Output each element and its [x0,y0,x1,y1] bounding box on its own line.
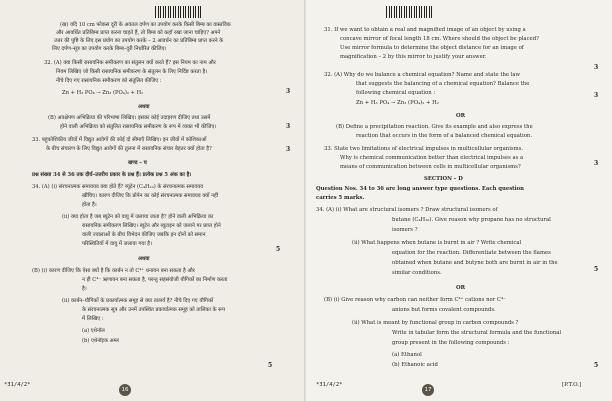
right-q31-line: 31. If we want to obtain a real and magnified image of an object by using a [324,27,526,33]
right-equation: Zn + H₃ PO₄ → Zn₃ (PO₄)₂ + H₂ [356,100,439,106]
right-q33-line: means of communication between cells in multicellular organisms? [340,164,521,170]
right-q33-line: Why is chemical communication better than electrical impulses as a [340,155,524,161]
pto-label: [P.T.O.] [562,382,582,388]
right-q34-line: (B) (i) Give reason why carbon can neither form C⁴⁺ cations nor C⁴⁻ [324,297,506,303]
right-q31-line: magnification – 2 by this mirror to justify your answer. [340,54,487,60]
right-footer-code: *31/4/2* [316,382,343,388]
left-or: अथवा [138,256,150,262]
left-q34-line: 34. (A) (i) संरचनात्मक समावयव क्या होते हैं? ब्यूटेन (C₄H₁₀) के संरचनात्मक समावयव [32,184,204,190]
barcode [386,6,432,18]
left-equation: Zn + H₃ PO₄ → Zn₃ (PO₄)₂ + H₂ [62,90,144,96]
left-q31b-line: और आवर्धित प्रतिबिम्ब प्राप्त करना चाहते हैं, तो बिम्ब को कहाँ रखा जाना चाहिए? अपने [56,30,221,36]
right-q32-line: 32. (A) Why do we balance a chemical equation? Name and state the law [324,72,521,78]
left-q34-line: रासायनिक समीकरण लिखिए। ब्यूटेन और ब्यूटाइन को जलाने पर प्राप्त होने [82,223,221,229]
right-q33-line: 33. State two limitations of electrical impulses in multicellular organisms. [324,146,524,152]
left-q34-line: खींचिए। कारण दीजिए कि प्रोपेन का कोई संरचनात्मक समावयव क्यों नहीं [82,193,219,199]
right-q32b-line: reaction that occurs in the form of a balanced chemical equation. [356,133,533,139]
left-footer-code: *31/4/2* [4,382,31,388]
left-q34-line: (ii) कार्बन–यौगिकों के प्रकार्यात्मक समूह से क्या तात्पर्य है? नीचे दिए गए यौगिकों [62,298,214,304]
right-q34-line: anions but forms covalent compounds. [392,307,496,313]
right-q34-line: group present in the following compounds : [392,340,510,346]
right-q32b-line: (B) Define a precipitation reaction. Give its example and also express the [336,124,533,130]
right-q34-line: similar conditions. [392,270,442,276]
right-q31-line: concave mirror of focal length 18 cm. Where should the object be placed? [340,36,539,42]
right-q34-line: (a) Ethanol [392,352,422,358]
right-q34-line: (ii) What happens when butane is burnt in air ? Write chemical [352,240,522,246]
right-page-number: 17 [422,384,434,396]
left-page-number: 16 [119,384,131,396]
right-section-heading: SECTION – D [424,176,463,182]
right-q34-line: Write in tabular form the structural formula and the functional [392,330,562,336]
left-q34-line: (ii) क्या होता है जब ब्यूटेन को वायु में जलाया जाता है? होने वाली अभिक्रिया का [62,214,214,220]
left-q31b-line: (ख) यदि 10 cm फोकस दूरी के अवतल दर्पण का उपयोग करके किसी बिम्ब का वास्तविक [60,22,231,28]
barcode [155,6,203,18]
left-section-intro: प्रश्न संख्या 34 से 36 तक दीर्घ–उत्तरीय प्रकार के प्रश्न हैं। प्रत्येक प्रश्न 5 अंक का है। [32,172,192,178]
right-q32-line: following chemical equation : [356,90,436,96]
left-q33-line: 33. बहुकोशिकीय जीवों में विद्युत आवेगों की कोई दो सीमाएँ लिखिए। इन जीवों में कोशिकाओं [32,137,207,143]
right-q34-line: (b) Ethanoic acid [392,362,438,368]
left-mark-q34a: 5 [276,246,281,253]
right-mark-q31: 3 [594,64,599,71]
left-q32-line: नियम लिखिए जो किसी रासायनिक समीकरण के संतुलन के लिए निर्दिष्ट करता है। [56,69,208,75]
right-or: OR [456,113,466,119]
right-page [306,0,612,401]
left-q34-line: के संरचनात्मक सूत्र और उनमें उपस्थित प्रकार्यात्मक समूह को तालिका के रूप [82,307,226,313]
left-q34-line: वाली ज्वालाओं के बीच विभेदन कीजिए जबकि इन दोनों को समान [82,232,206,238]
left-q32-line: नीचे दिए गए रासायनिक समीकरण को संतुलित कीजिए : [56,78,162,84]
left-mark-q32: 3 [286,88,291,95]
right-q32-line: that suggests the balancing of a chemical equation? Balance the [356,81,530,87]
right-mark-q34b: 5 [594,362,599,369]
right-q34-line: equation for the reaction. Differentiate between the flames [392,250,551,256]
right-q34-line: butane (C₄H₁₀). Give reason why propane has no structural [392,217,551,223]
left-q34-line: होता है। [82,202,97,208]
right-mark-q32: 3 [594,92,599,99]
left-q32b-line: होने वाली अभिक्रिया को संतुलित रासायनिक समीकरण के रूप में व्यक्त भी कीजिए। [60,124,217,130]
left-q34-line: (B) (i) कारण दीजिए कि ऐसा क्यों है कि कार्बन न तो C⁴⁺ धनायन बना सकता है और [32,268,195,274]
left-mark-q32b: 3 [286,123,291,130]
right-q34-line: (ii) What is meant by functional group in carbon compounds ? [352,320,519,326]
right-q34-line: obtained when butane and butyne both are burnt in air in the [392,260,558,266]
left-q34-line: (a) एथेनॉल [82,328,105,334]
left-q32b-line: (B) अवक्षेपण अभिक्रिया की परिभाषा लिखिए। इसका कोई उदाहरण दीजिए तथा उसमें [48,115,211,121]
right-q31-line: Use mirror formula to determine the object distance for an image of [340,45,524,51]
left-q34-line: (b) एथेनॉइक अम्ल [82,338,119,344]
left-q31b-line: लिए दर्पण–सूत्र का उपयोग करके बिम्ब–दूरी निर्धारित कीजिए। [52,46,167,52]
right-section-intro: carries 5 marks. [316,195,365,201]
left-or: अथवा [138,104,150,110]
left-q34-line: है। [82,286,87,292]
right-or: OR [456,285,466,291]
left-q34-line: में लिखिए : [82,316,104,322]
left-section-heading: खण्ड – घ [128,160,147,166]
right-q34-line: 34. (A) (i) What are structural isomers ? Draw structural isomers of [316,207,498,213]
left-mark-q34b: 5 [268,362,273,369]
left-q33-line: के बीच संचारण के लिए विद्युत आवेगों की तुलना में रासायनिक संचार बेहतर क्यों होता है? [46,146,212,152]
left-page [0,0,305,401]
left-q34-line: परिस्थितियों में वायु में जलाया गया है। [82,241,153,247]
left-q31b-line: उत्तर की पुष्टि के लिए इस प्रयोग का उपयोग करके – 2 आवर्धन का प्रतिबिम्ब प्राप्त करने के [54,38,224,44]
right-q34-line: isomers ? [392,227,418,233]
right-section-intro: Question Nos. 34 to 36 are long answer type questions. Each question [316,186,525,192]
left-q32-line: 32. (A) क्या किसी रासायनिक समीकरण का संतुलन क्यों करते हैं? इस नियम का नाम और [44,60,216,66]
right-mark-q34a: 5 [594,266,599,273]
left-mark-q33: 3 [286,146,291,153]
left-q34-line: न ही C⁴⁻ ऋणायन बना सकता है, परन्तु सहसंयोजी यौगिकों का निर्माण करता [82,277,228,283]
right-mark-q33: 3 [594,160,599,167]
